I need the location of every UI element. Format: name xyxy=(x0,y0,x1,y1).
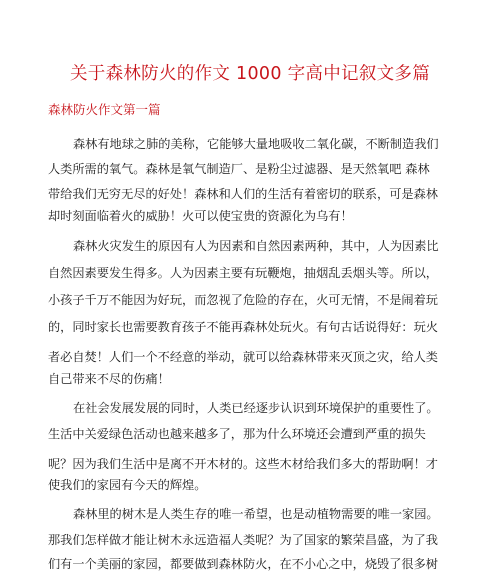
paragraph-line: 带给我们无穷无尽的好处！森林和人们的生活有着密切的联系，可是森林 xyxy=(48,187,438,201)
paragraph-line: 却时刻面临着火的威胁！火可以使宝贵的资源化为乌有！ xyxy=(48,209,353,223)
paragraph-line: 在社会发展发展的同时，人类已经逐步认识到环境保护的重要性了。 xyxy=(73,401,439,415)
paragraph-line: 使我们的家园有今天的辉煌。 xyxy=(48,478,207,492)
paragraph-line: 自然因素要发生得多。人为因素主要有玩鞭炮，抽烟乱丢烟头等。所以， xyxy=(48,266,438,280)
paragraph-line: 森林有地球之肺的美称，它能够大量地吸收二氧化碳，不断制造我们 xyxy=(73,137,439,151)
paragraph-line: 森林里的树木是人类生存的唯一希望，也是动植物需要的唯一家园。 xyxy=(73,507,439,521)
paragraph-line: 生活中关爱绿色活动也越来越多了，那为什么环境还会遭到严重的损失 xyxy=(48,427,426,441)
paragraph-line: 人类所需的氧气。森林是氧气制造厂、是粉尘过滤器、是天然氧吧 森林 xyxy=(48,162,430,176)
document-title: 关于森林防火的作文 1000 字高中记叙文多篇 xyxy=(69,64,431,84)
paragraph-line: 呢？因为我们生活中是离不开木材的。这些木材给我们多大的帮助啊！才 xyxy=(48,457,438,471)
paragraph-line: 者必自焚！人们一个不经意的举动，就可以给森林带来灭顶之灾，给人类 xyxy=(48,350,438,364)
paragraph-line: 小孩子千万不能因为好玩，而忽视了危险的存在，火可无情，不是闹着玩 xyxy=(48,293,438,307)
paragraph-line: 自己带来不尽的伤痛！ xyxy=(48,372,170,386)
paragraph-line: 森林火灾发生的原因有人为因素和自然因素两种，其中，人为因素比 xyxy=(73,239,439,253)
section-heading: 森林防火作文第一篇 xyxy=(48,102,161,117)
paragraph-line: 们有一个美丽的家园，都要做到森林防火，在不小心之中，烧毁了很多树 xyxy=(48,557,438,571)
paragraph-line: 那我们怎样做才能让树木永远造福人类呢？为了国家的繁荣昌盛，为了我 xyxy=(48,533,438,547)
paragraph-line: 的，同时家长也需要教育孩子不能再森林处玩火。有句古话说得好：玩火 xyxy=(48,320,438,334)
